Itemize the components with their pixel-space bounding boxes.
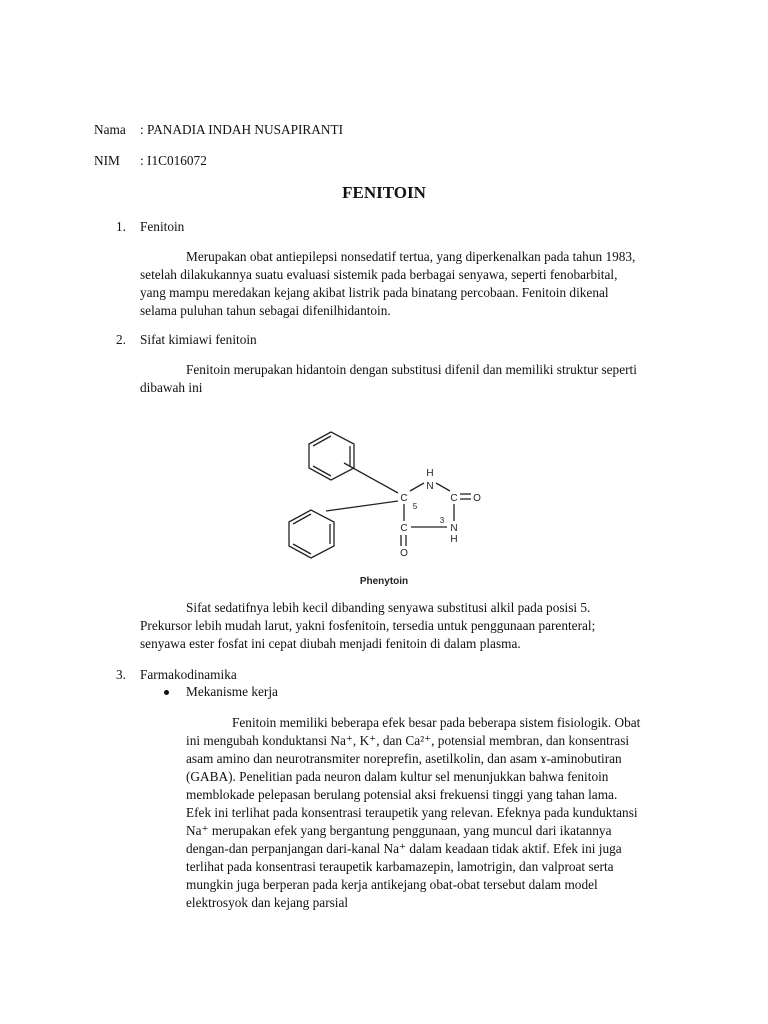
section-1-number: 1. xyxy=(116,219,126,234)
bullet-mekanisme-kerja: Mekanisme kerja xyxy=(186,684,278,699)
paragraph-line: (GABA). Penelitian pada neuron dalam kultur sel menunjukkan bahwa fenitoin xyxy=(186,769,609,784)
paragraph-line: asam amino dan neurotransmiter noreprefin, asetilkolin, dan asam ɤ-aminobutiran xyxy=(186,751,622,766)
section-3-heading: Farmakodinamika xyxy=(140,667,237,682)
atom-o-right: O xyxy=(473,493,481,504)
paragraph-line: mungkin juga berperan pada kerja antikejang obat-obat tersebut dalam model xyxy=(186,877,598,892)
paragraph-line: Fenitoin memiliki beberapa efek besar pada beberapa sistem fisiologik. Obat xyxy=(232,715,641,730)
bullet-point xyxy=(164,690,169,695)
atom-h-bottom: H xyxy=(450,534,458,545)
paragraph-line: dengan-dan perpanjangan dari-kanal Na⁺ dalam keadaan tidak aktif. Efek ini juga xyxy=(186,841,622,856)
paragraph-line: memblokade pelepasan berulang potensial aksi frekuensi tinggi yang tahan lama. xyxy=(186,787,618,802)
paragraph-line: setelah dilakukannya suatu evaluasi sistemik pada berbagai senyawa, seperti fenobarbital, xyxy=(140,267,618,282)
atom-c5: C xyxy=(400,493,408,504)
nim-value: : I1C016072 xyxy=(140,153,207,168)
paragraph-line: terlihat pada konsentrasi teraupetik karbamazepin, lamotrigin, dan valproat serta xyxy=(186,859,614,874)
atom-o-bottom: O xyxy=(400,548,408,559)
atom-c-right: C xyxy=(450,493,458,504)
position-5-label: 5 xyxy=(412,502,418,511)
section-2-number: 2. xyxy=(116,332,126,347)
paragraph-line: Na⁺ merupakan efek yang bergantung penggunaan, yang muncul dari ikatannya xyxy=(186,823,612,838)
paragraph-line: Fenitoin merupakan hidantoin dengan substitusi difenil dan memiliki struktur seperti xyxy=(186,362,637,377)
document-title: FENITOIN xyxy=(342,183,426,202)
paragraph-line: senyawa ester fosfat ini cepat diubah menjadi fenitoin di dalam plasma. xyxy=(140,636,521,651)
atom-c-bottom: C xyxy=(400,523,408,534)
paragraph-line: elektrosyok dan kejang parsial xyxy=(186,895,349,910)
atom-n-top: N xyxy=(426,481,434,492)
phenytoin-structure-diagram xyxy=(280,425,520,595)
paragraph-line: Sifat sedatifnya lebih kecil dibanding senyawa substitusi alkil pada posisi 5. xyxy=(186,600,591,615)
nim-label: NIM xyxy=(94,153,120,168)
section-1-heading: Fenitoin xyxy=(140,219,185,234)
paragraph-line: Merupakan obat antiepilepsi nonsedatif tertua, yang diperkenalkan pada tahun 1983, xyxy=(186,249,636,264)
paragraph-line: yang mampu meredakan kejang akibat listrik pada binatang percobaan. Fenitoin dikenal xyxy=(140,285,609,300)
atom-n-bottom: N xyxy=(450,523,458,534)
paragraph-line: Prekursor lebih mudah larut, yakni fosfenitoin, tersedia untuk penggunaan parenteral; xyxy=(140,618,596,633)
position-3-label: 3 xyxy=(439,516,445,525)
atom-h-top: H xyxy=(426,468,434,479)
paragraph-line: dibawah ini xyxy=(140,380,203,395)
section-2-heading: Sifat kimiawi fenitoin xyxy=(140,332,257,347)
paragraph-line: ini mengubah konduktansi Na⁺, K⁺, dan Ca²⁺, potensial membran, dan konsentrasi xyxy=(186,733,630,748)
structure-caption: Phenytoin xyxy=(359,576,409,587)
nama-value: : PANADIA INDAH NUSAPIRANTI xyxy=(140,122,344,137)
paragraph-line: selama puluhan tahun sebagai difenilhidantoin. xyxy=(140,303,391,318)
section-3-number: 3. xyxy=(116,667,126,682)
nama-label: Nama xyxy=(94,122,126,137)
paragraph-line: Efek ini terlihat pada konsentrasi teraupetik yang relevan. Efeknya pada kunduktansi xyxy=(186,805,638,820)
